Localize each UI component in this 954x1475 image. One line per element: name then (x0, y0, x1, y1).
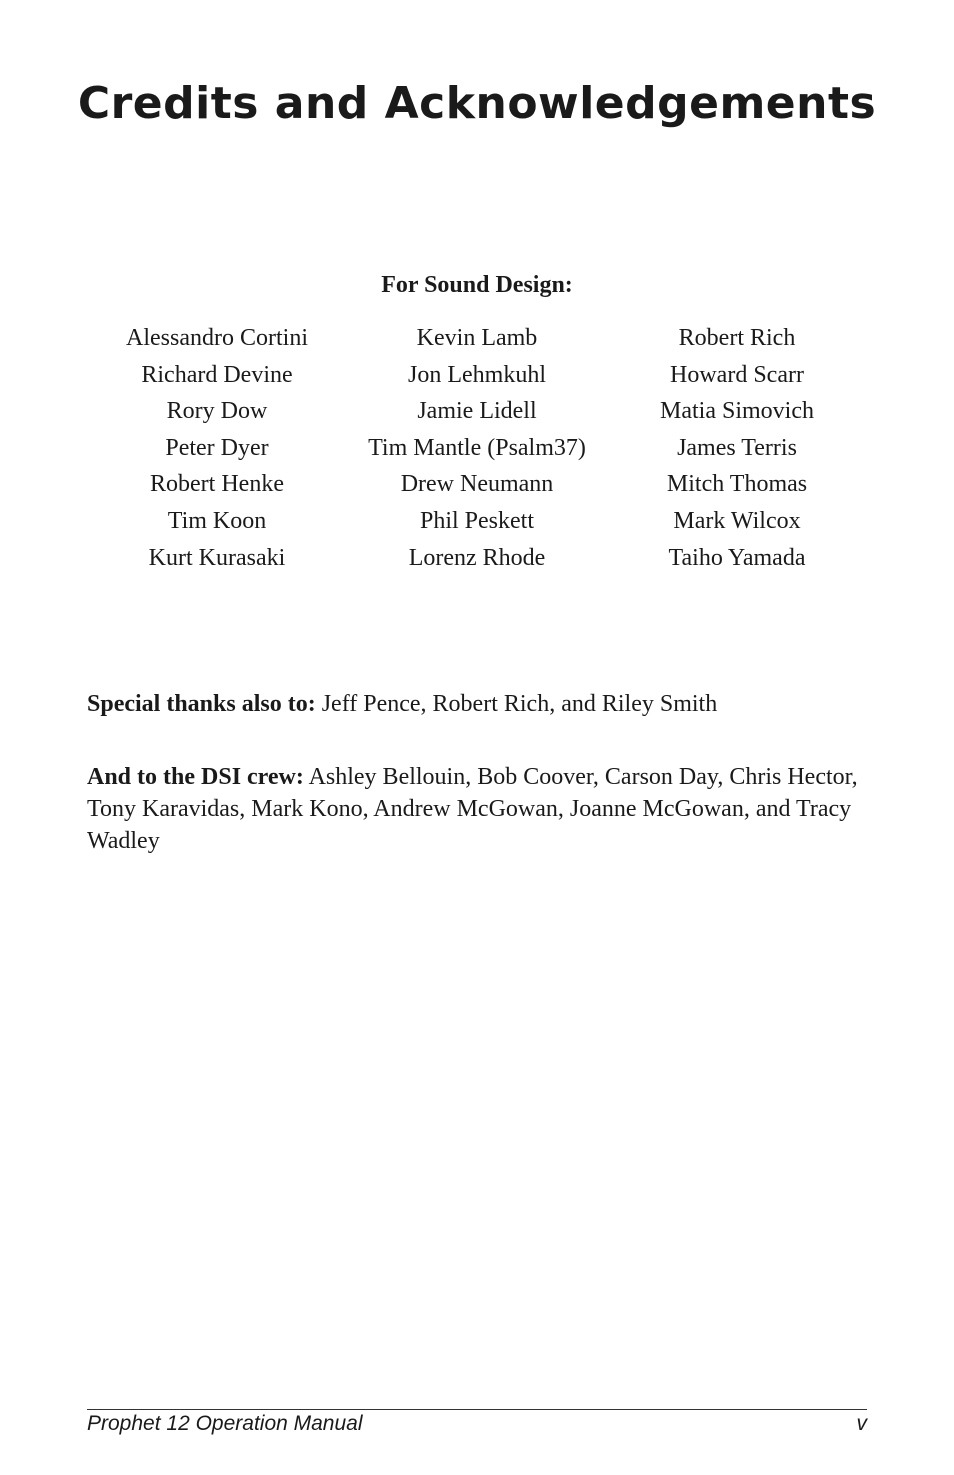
credit-name: Rory Dow (166, 398, 268, 425)
credit-name: Mitch Thomas (666, 471, 808, 498)
credits-column-1 (67, 320, 367, 576)
credit-name: Jon Lehmkuhl (408, 361, 546, 388)
credit-name: Tim Koon (167, 507, 267, 534)
credit-name: Lorenz Rhode (408, 544, 546, 571)
credit-name: Jamie Lidell (417, 398, 537, 425)
credit-name: Matia Simovich (660, 398, 814, 425)
footer-divider (87, 1409, 867, 1410)
credit-name: Robert Rich (678, 325, 796, 351)
dsi-crew-label: And to the DSI crew: (87, 764, 304, 790)
credit-name: Robert Henke (150, 471, 284, 498)
credit-name: Alessandro Cortini (126, 325, 308, 351)
credit-name: Tim Mantle (Psalm37) (368, 434, 586, 461)
footer-page-number: v (856, 1412, 867, 1435)
credit-name: Taiho Yamada (668, 544, 806, 571)
credits-column-3 (587, 320, 887, 576)
credit-name: Richard Devine (141, 361, 293, 388)
credit-name: Peter Dyer (165, 434, 269, 461)
credit-name: Kevin Lamb (416, 325, 538, 351)
credit-name: James Terris (677, 434, 797, 461)
special-thanks-paragraph (87, 688, 877, 720)
credit-name: Howard Scarr (670, 361, 804, 388)
page-title: Credits and Acknowledgements (77, 78, 877, 129)
dsi-crew-paragraph (87, 761, 877, 857)
footer-manual-title: Prophet 12 Operation Manual (87, 1412, 363, 1435)
credit-name: Mark Wilcox (673, 507, 801, 534)
dsi-crew-text: Ashley Bellouin, Bob Coover, Carson Day, Chris Hector, Tony Karavidas, Mark Kono, Andrew McGowan, Joanne McGowan, and Tracy Wadley (87, 764, 858, 854)
special-thanks-text: Jeff Pence, Robert Rich, and Riley Smith (315, 691, 718, 717)
sound-design-heading: For Sound Design: (381, 272, 573, 298)
special-thanks-label: Special thanks also to: (87, 691, 316, 717)
credits-column-2 (327, 320, 627, 576)
credit-name: Kurt Kurasaki (148, 544, 286, 571)
credit-name: Drew Neumann (400, 471, 554, 498)
credit-name: Phil Peskett (419, 507, 534, 534)
